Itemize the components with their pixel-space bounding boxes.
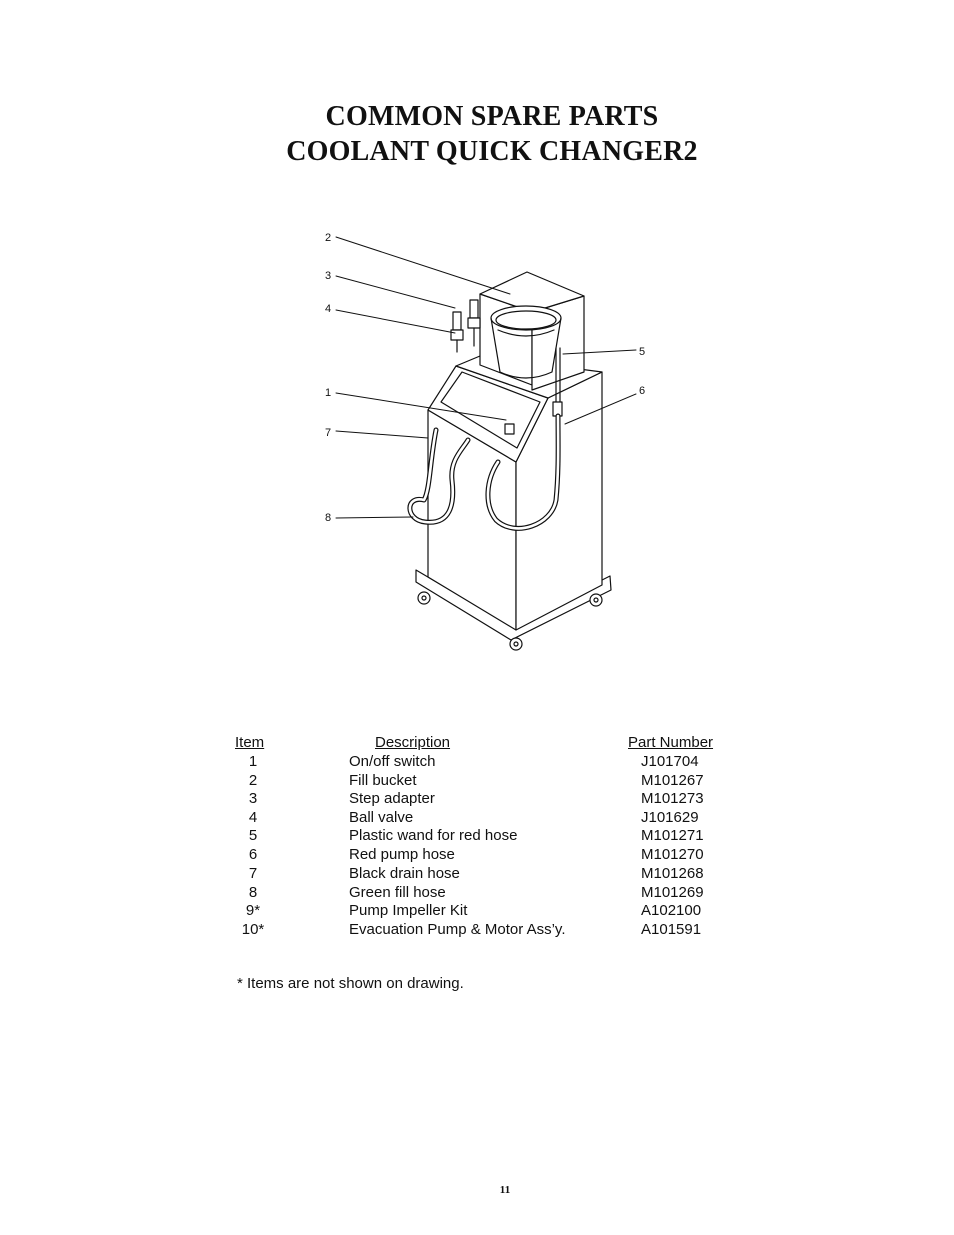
callout-1: 1 [325,387,332,399]
item-description: Fill bucket [349,772,417,789]
page-title-line2: COOLANT QUICK CHANGER2 [286,136,698,167]
item-description: Step adapter [349,790,435,807]
item-part-number: A101591 [641,921,702,938]
item-description: Red pump hose [349,846,455,863]
item-part-number: M101267 [641,772,704,789]
item-number: 1 [248,753,258,770]
item-number: 7 [248,865,258,882]
header-part-number: Part Number [628,734,714,751]
callout-3: 3 [325,270,332,282]
callout-6: 6 [639,385,646,397]
table-row [0,921,954,940]
table-row [0,753,954,772]
callout-5: 5 [639,346,646,358]
item-number: 10* [241,921,265,938]
item-part-number: M101273 [641,790,704,807]
item-part-number: M101268 [641,865,704,882]
table-row [0,790,954,809]
table-row [0,884,954,903]
item-description: Ball valve [349,809,414,826]
table-row [0,902,954,921]
header-item: Item [235,734,265,751]
item-description: Evacuation Pump & Motor Ass’y. [349,921,566,938]
table-row [0,865,954,884]
item-number: 2 [248,772,258,789]
item-part-number: M101269 [641,884,704,901]
item-number: 6 [248,846,258,863]
table-row [0,846,954,865]
page-title-line1: COMMON SPARE PARTS [325,101,659,132]
item-description: Green fill hose [349,884,446,901]
item-part-number: A102100 [641,902,702,919]
item-description: Plastic wand for red hose [349,827,518,844]
header-description: Description [375,734,451,751]
item-number: 8 [248,884,258,901]
item-part-number: J101629 [641,809,699,826]
machine-drawing [310,222,670,662]
item-part-number: M101270 [641,846,704,863]
callout-7: 7 [325,427,332,439]
footnote: * Items are not shown on drawing. [237,975,464,992]
table-row [0,772,954,791]
item-part-number: J101704 [641,753,699,770]
table-row [0,827,954,846]
item-description: Pump Impeller Kit [349,902,468,919]
item-number: 4 [248,809,258,826]
item-description: Black drain hose [349,865,460,882]
table-row [0,809,954,828]
item-number: 5 [248,827,258,844]
item-number: 9* [245,902,261,919]
item-description: On/off switch [349,753,436,770]
callout-4: 4 [325,303,332,315]
item-part-number: M101271 [641,827,704,844]
callout-2: 2 [325,232,332,244]
page-number: 11 [499,1184,511,1196]
item-number: 3 [248,790,258,807]
callout-8: 8 [325,512,332,524]
